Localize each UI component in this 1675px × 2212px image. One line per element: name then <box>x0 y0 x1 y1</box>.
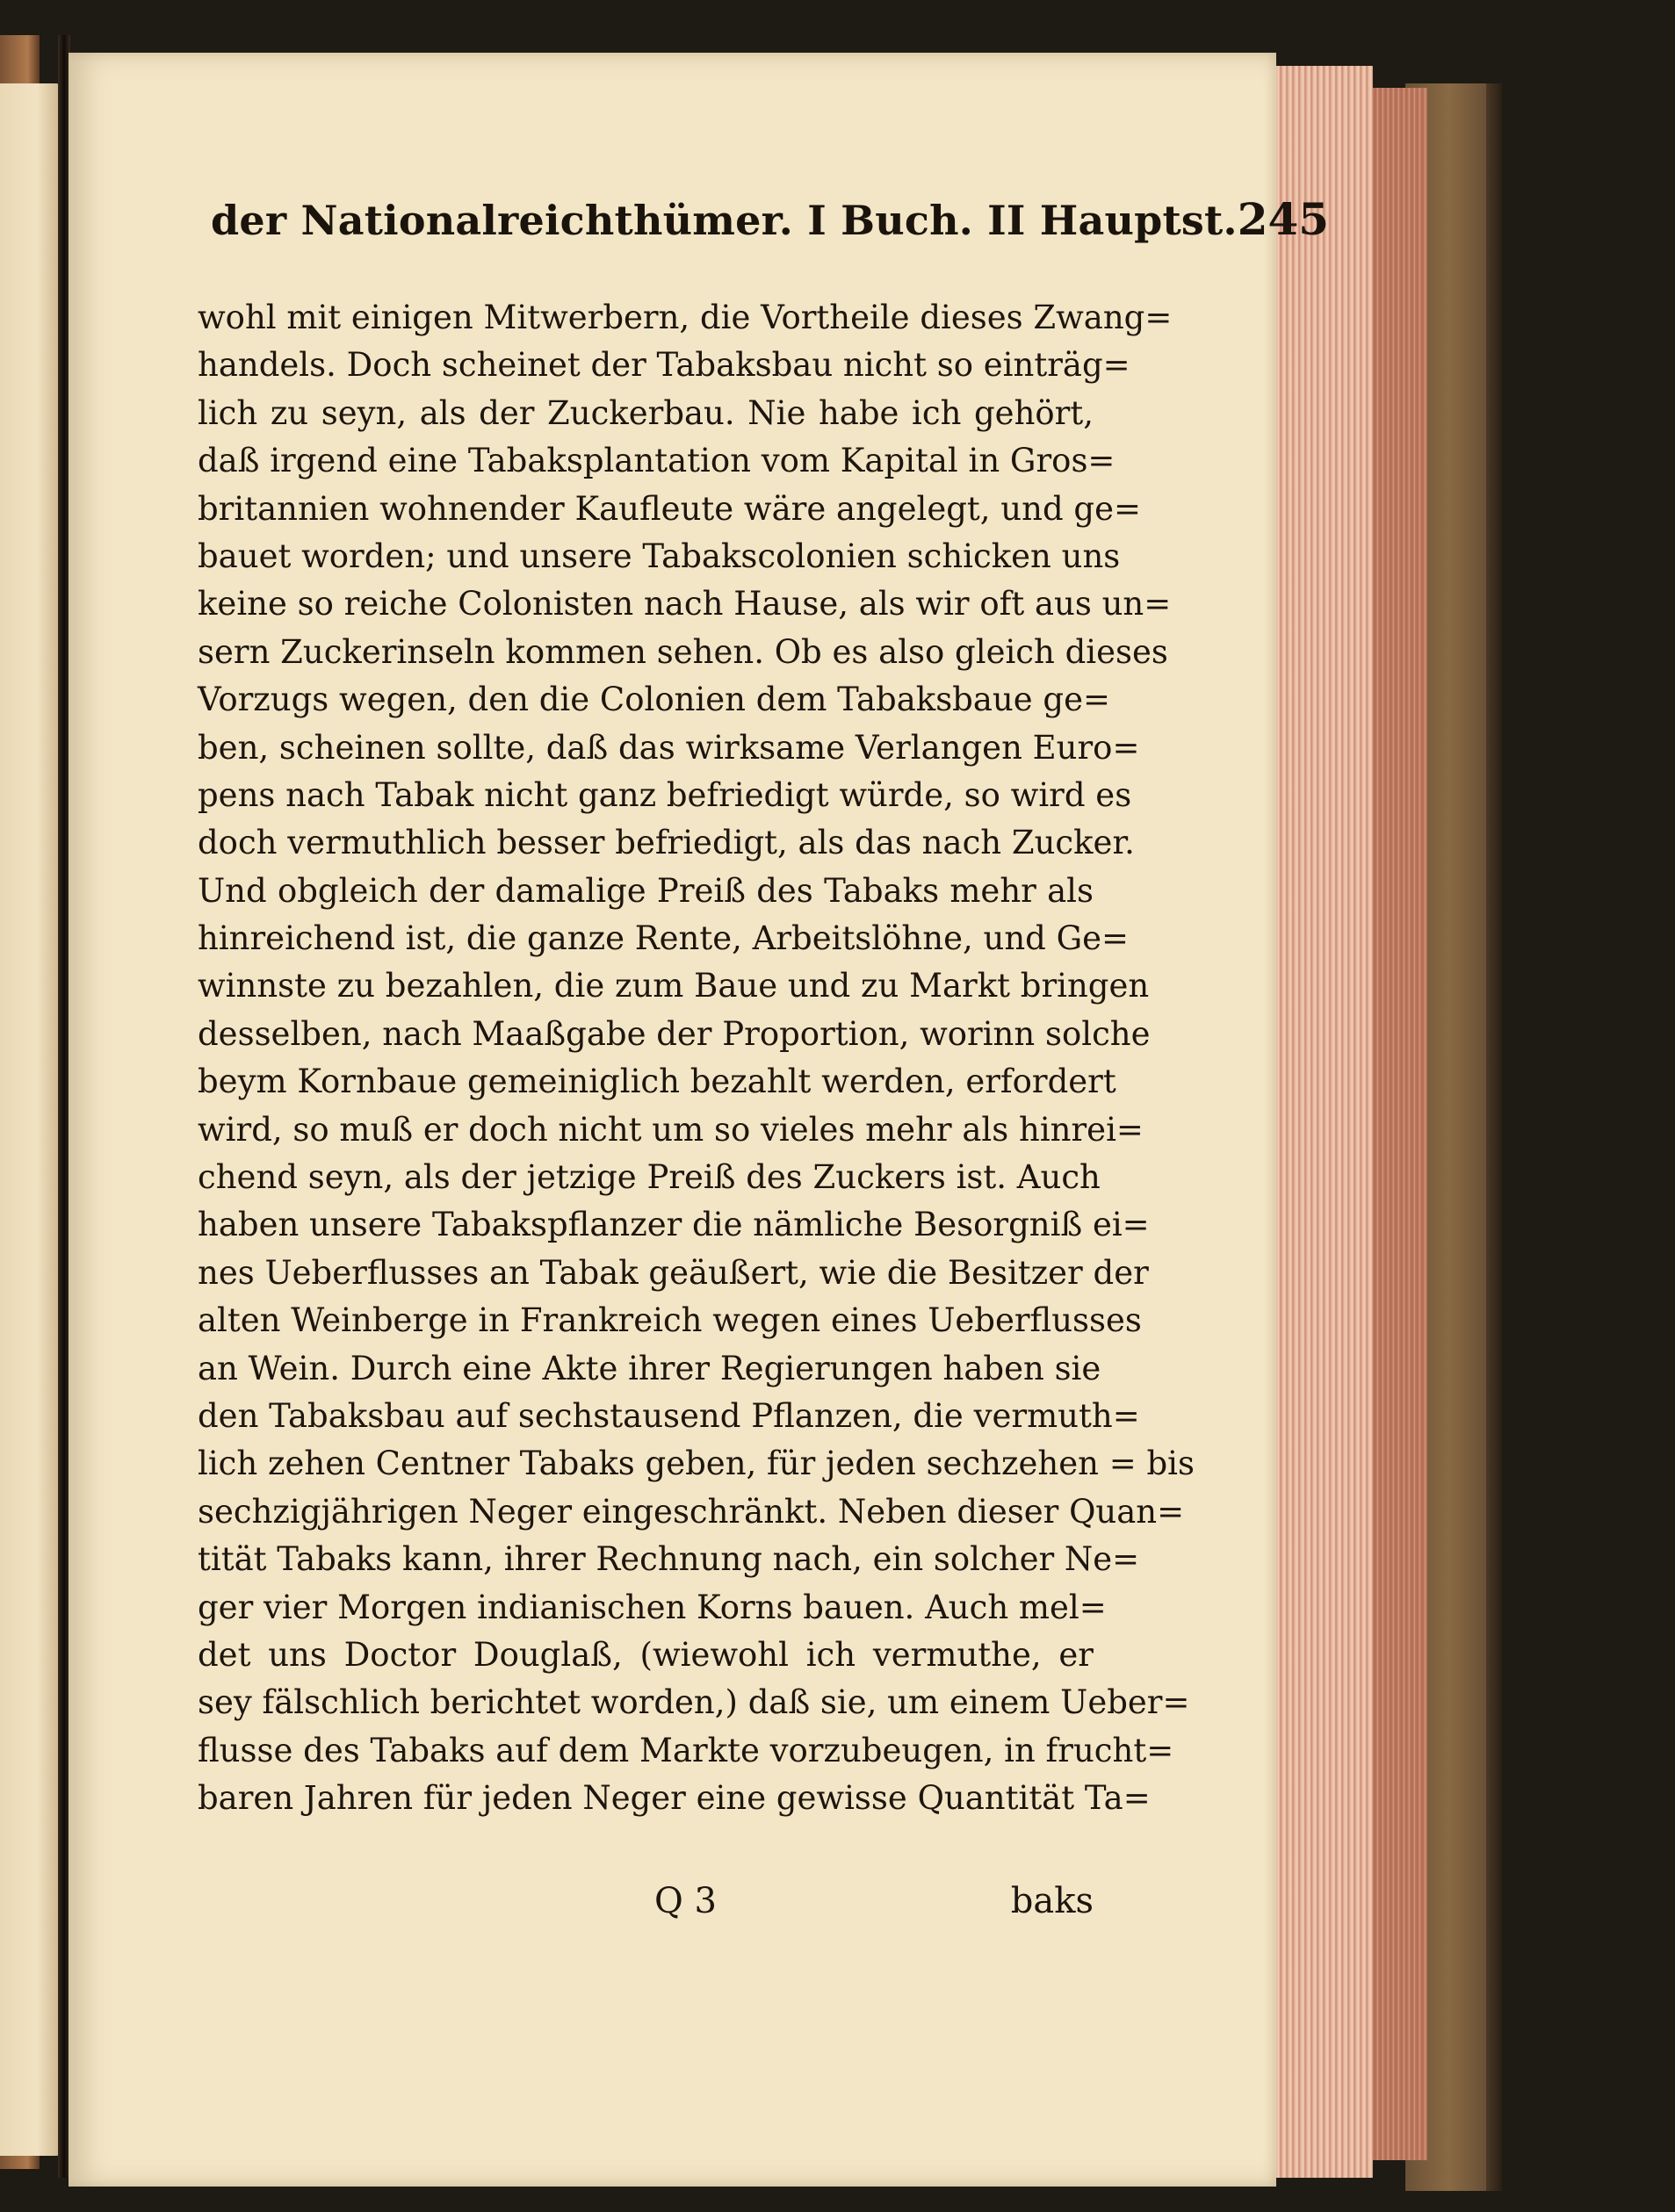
text-line: britannien wohnender Kaufleute wäre angelegt, und ge= <box>198 489 1141 528</box>
text-line: pens nach Tabak nicht ganz befriedigt würde, so wird es <box>198 775 1132 814</box>
text-line: wird, so muß er doch nicht um so vieles mehr als hinrei= <box>198 1110 1144 1149</box>
text-line: keine so reiche Colonisten nach Hause, als wir oft aus un= <box>198 585 1172 623</box>
text-line: tität Tabaks kann, ihrer Rechnung nach, ein solcher Ne= <box>198 1540 1140 1579</box>
text-line: lich zehen Centner Tabaks geben, für jeden sechzehen = bis <box>198 1445 1195 1483</box>
text-line: flusse des Tabaks auf dem Markte vorzubeugen, in frucht= <box>198 1731 1174 1769</box>
text-line: Und obgleich der damalige Preiß des Tabaks mehr als <box>198 871 1094 910</box>
text-line: daß irgend eine Tabaksplantation vom Kapital in Gros= <box>198 442 1115 480</box>
text-line: lich zu seyn, als der Zuckerbau. Nie habe ich gehört, <box>198 393 1094 432</box>
text-line: beym Kornbaue gemeiniglich bezahlt werden, erfordert <box>198 1063 1116 1101</box>
text-line: chend seyn, als der jetzige Preiß des Zuckers ist. Auch <box>198 1158 1101 1197</box>
text-line: an Wein. Durch eine Akte ihrer Regierungen haben sie <box>198 1349 1101 1387</box>
page-header <box>211 193 1330 245</box>
text-line: ben, scheinen sollte, daß das wirksame Verlangen Euro= <box>198 728 1140 767</box>
signature-mark: Q 3 <box>654 1881 717 1921</box>
page-edges <box>1276 66 1373 2178</box>
catchword: baks <box>1010 1881 1094 1921</box>
text-line: ger vier Morgen indianischen Korns bauen. Auch mel= <box>198 1588 1107 1626</box>
running-head: der Nationalreichthümer. I Buch. II Hauptst. <box>211 197 1238 244</box>
page-number: 245 <box>1237 193 1330 245</box>
text-line: det uns Doctor Douglaß, (wiewohl ich vermuthe, er <box>198 1635 1094 1674</box>
left-page-edge <box>0 83 61 2156</box>
text-line: bauet worden; und unsere Tabakscolonien schicken uns <box>198 537 1121 575</box>
text-line: sern Zuckerinseln kommen sehen. Ob es also gleich dieses <box>198 632 1168 671</box>
text-line: nes Ueberflusses an Tabak geäußert, wie die Besitzer der <box>198 1253 1149 1292</box>
text-line: handels. Doch scheinet der Tabaksbau nicht so einträg= <box>198 346 1130 385</box>
text-line: baren Jahren für jeden Neger eine gewisse Quantität Ta= <box>198 1779 1151 1818</box>
text-line: hinreichend ist, die ganze Rente, Arbeitslöhne, und Ge= <box>198 919 1130 958</box>
text-line: alten Weinberge in Frankreich wegen eines Ueberflusses <box>198 1301 1142 1340</box>
text-line: winnste zu bezahlen, die zum Baue und zu Markt bringen <box>198 967 1150 1005</box>
text-line: sechzigjährigen Neger eingeschränkt. Neben dieser Quan= <box>198 1492 1185 1531</box>
body-text <box>198 294 1195 1823</box>
text-line: haben unsere Tabakspflanzer die nämliche Besorgniß ei= <box>198 1206 1150 1244</box>
text-line: den Tabaksbau auf sechstausend Pflanzen, die vermuth= <box>198 1396 1140 1435</box>
page-footer <box>198 1881 1094 1934</box>
text-line: desselben, nach Maaßgabe der Proportion, worinn solche <box>198 1014 1151 1053</box>
text-line: Vorzugs wegen, den die Colonien dem Tabaksbaue ge= <box>198 681 1110 719</box>
text-line: sey fälschlich berichtet worden,) daß sie, um einem Ueber= <box>198 1683 1190 1722</box>
text-line: doch vermuthlich besser befriedigt, als das nach Zucker. <box>198 824 1135 862</box>
text-line: wohl mit einigen Mitwerbern, die Vortheile dieses Zwang= <box>198 299 1173 336</box>
